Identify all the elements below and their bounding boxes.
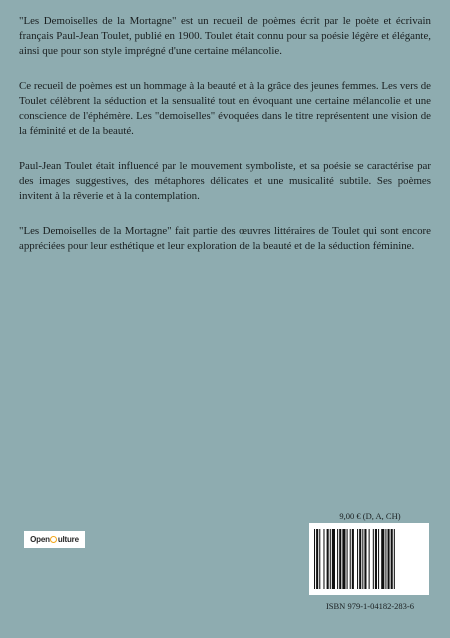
isbn-label: ISBN 979-1-04182-283-6 [325,601,415,611]
price-label: 9,00 € (D, A, CH) [339,511,401,521]
barcode [309,523,429,595]
paragraph-1: "Les Demoiselles de la Mortagne" est un recueil de poèmes écrit par le poète et écrivain français Paul-Jean Toulet, publié en 1900. Toulet était connu pour sa poésie légère et élégante, ainsi que pour son style imprégné d'une certaine mélancolie. [19,15,431,57]
paragraph-4: "Les Demoiselles de la Mortagne" fait partie des œuvres littéraires de Toulet qui sont encore appréciées pour leur esthétique et leur exploration de la beauté et de la séduction féminine. [19,225,431,252]
paragraph-2: Ce recueil de poèmes est un hommage à la beauté et à la grâce des jeunes femmes. Les vers de Toulet célèbrent la séduction et la sensualité tout en évoquant une certaine mélancolie et une conscience de l'éphémère. Les "demoiselles" évoquées dans le titre représentent une vision de la féminité et de la beauté. [19,80,431,137]
back-cover-text [19,14,431,274]
logo-c-mark-icon [50,536,57,543]
publisher-logo [24,531,85,548]
barcode-bars-icon [309,523,429,595]
logo-text-ulture: ulture [57,535,79,544]
logo-text-open: Open [30,535,50,544]
paragraph-3: Paul-Jean Toulet était influencé par le mouvement symboliste, et sa poésie se caractérise par des images suggestives, des métaphores délicates et une musicalité subtile. Ses poèmes invitent à la rêverie et à la contemplation. [19,160,431,202]
